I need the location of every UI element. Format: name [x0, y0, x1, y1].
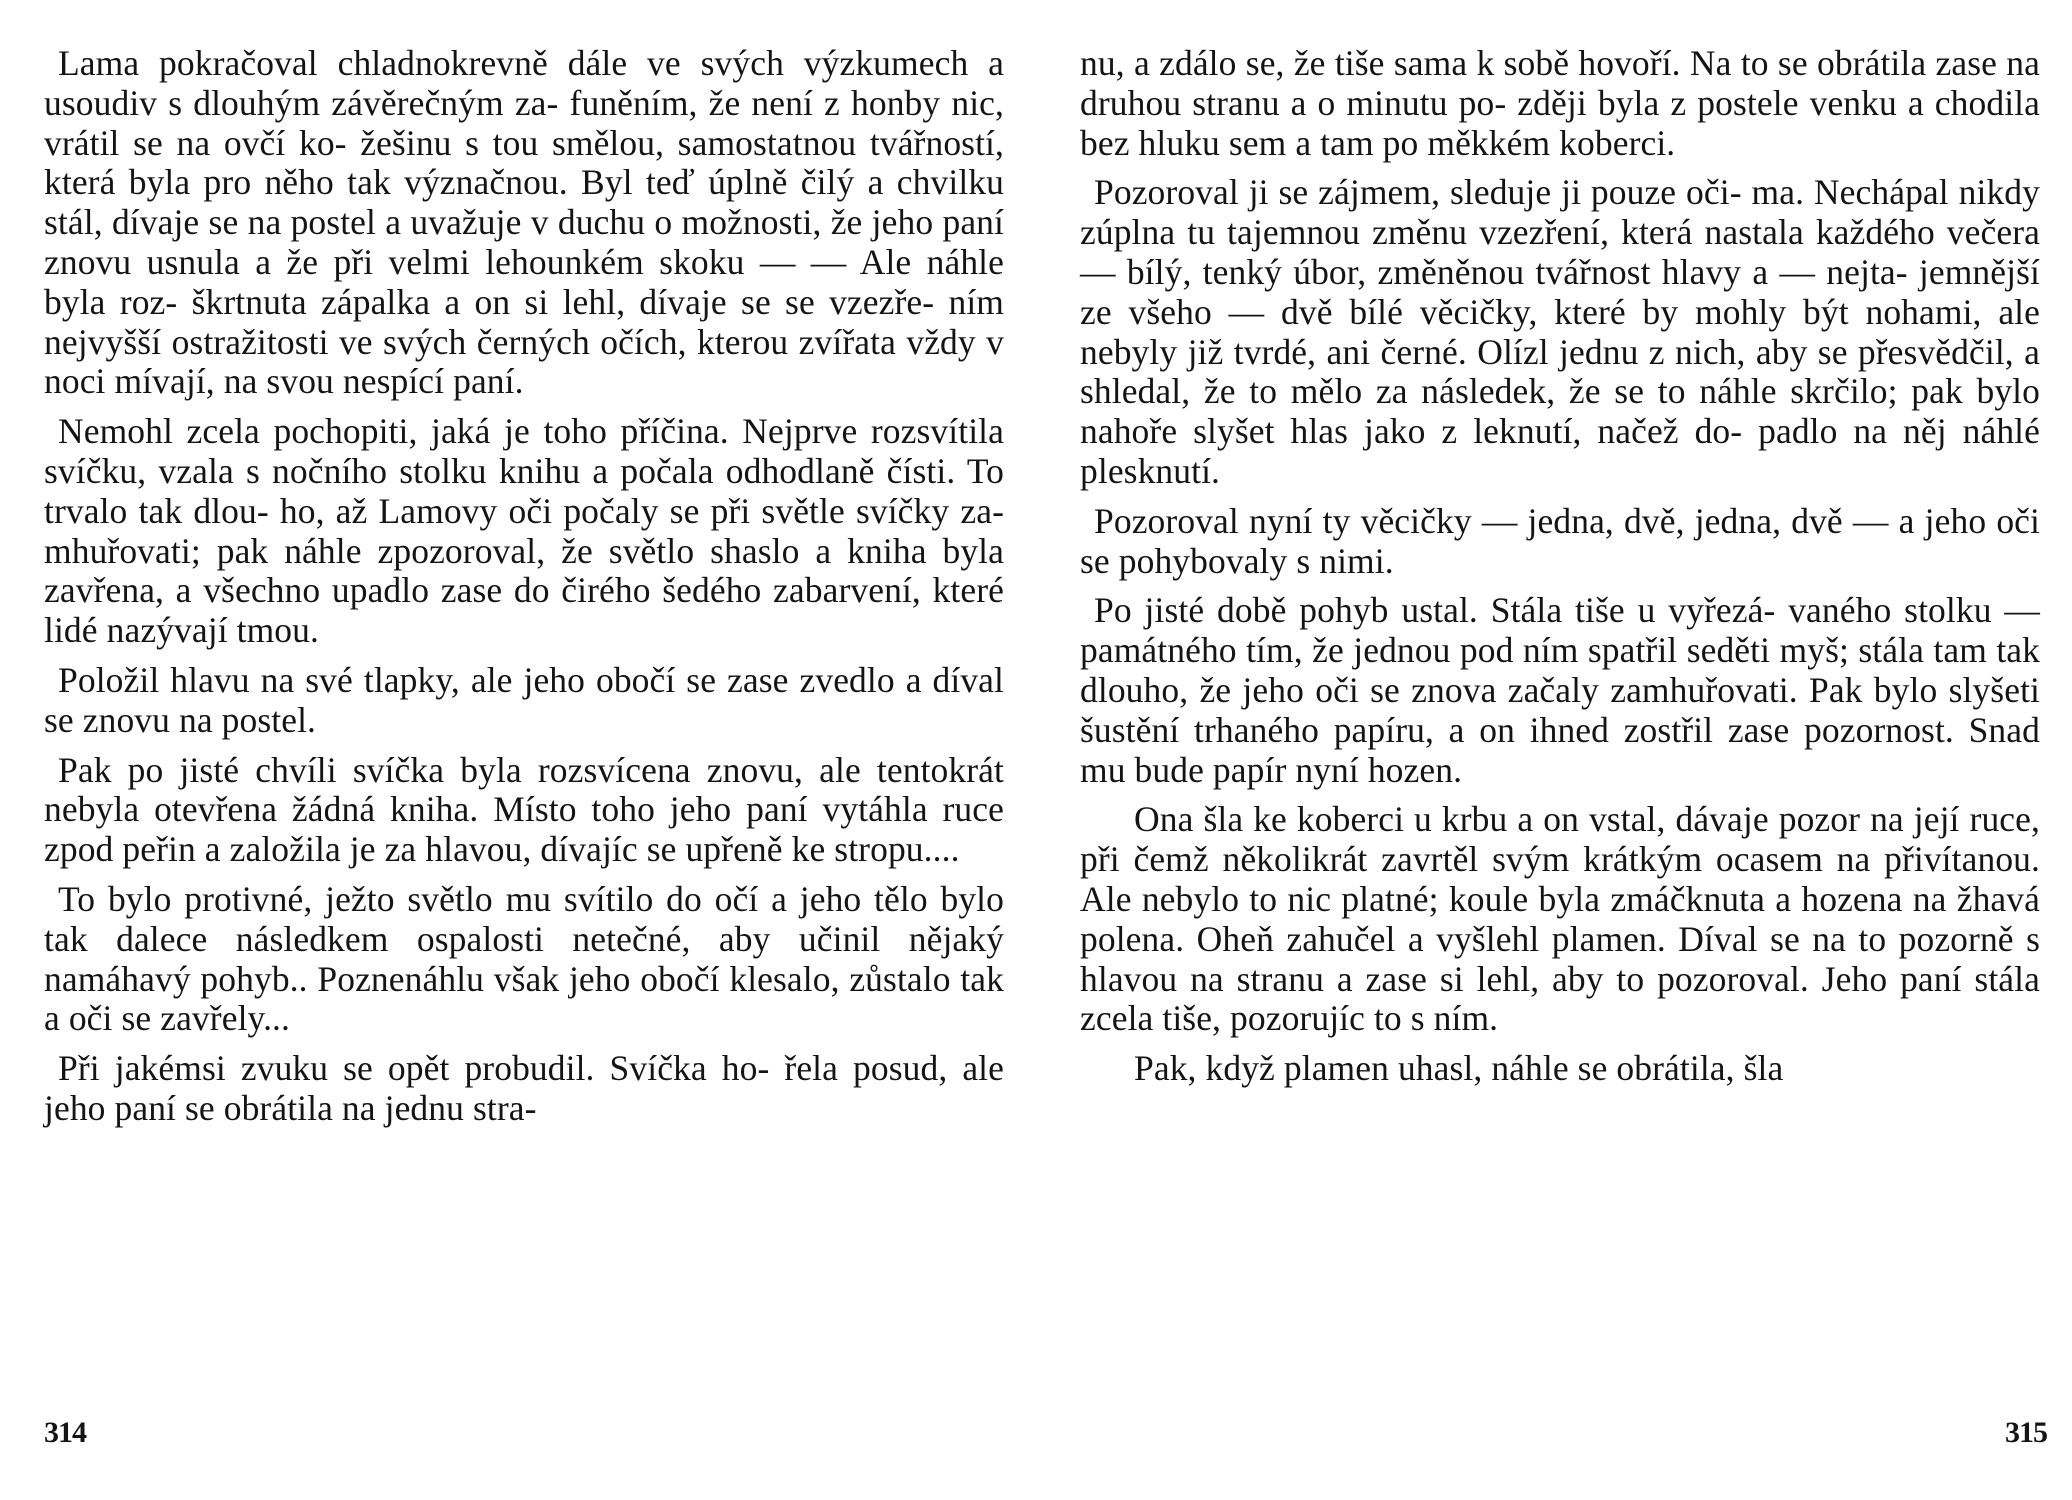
paragraph: Pak po jisté chvíli svíčka byla rozsvícena znovu, ale tentokrát nebyla otevřena žádná kniha. Místo toho jeho paní vytáhla ruce zpod peřin a založila je za hlavou, dívajíc se upřeně ke stropu.... — [44, 749, 1004, 870]
paragraph: Pozoroval nyní ty věcičky — jedna, dvě, jedna, dvě — a jeho oči se pohybovaly s nimi. — [1080, 500, 2040, 581]
left-page-text — [44, 44, 1004, 1139]
page-number: 315 — [2005, 1416, 2047, 1449]
paragraph: To bylo protivné, ježto světlo mu svítilo do očí a jeho tělo bylo tak dalece následkem ospalosti netečné, aby učinil nějaký namáhavý pohyb.. Poznenáhlu však jeho obočí klesalo, zůstalo tak a oči se zavřely... — [44, 878, 1004, 1039]
paragraph: Ona šla ke koberci u krbu a on vstal, dávaje pozor na její ruce, při čemž několikrát zavrtěl svým krátkým ocasem na přivítanou. Ale nebylo to nic platné; koule byla zmáčknuta a hozena na žhavá polena. Oheň zahučel a vyšlehl plamen. Díval se na to pozorně s hlavou na stranu a zase si lehl, aby to pozoroval. Jeho paní stála zcela tiše, pozorujíc to s ním. — [1080, 799, 2040, 1039]
paragraph: Lama pokračoval chladnokrevně dále ve svých výzkumech a usoudiv s dlouhým závěrečným za- funěním, že není z honby nic, vrátil se na ovčí ko- žešinu s tou smělou, samostatnou tvářností, která byla pro něho tak význačnou. Byl teď úplně čilý a chvilku stál, dívaje se na postel a uvažuje v duchu o možnosti, že jeho paní znovu usnula a že při velmi lehounkém skoku — — Ale náhle byla roz- škrtnuta zápalka a on si lehl, dívaje se se vzezře- ním nejvyšší ostražitosti ve svých černých očích, kterou zvířata vždy v noci mívají, na svou nespící paní. — [44, 43, 1004, 402]
paragraph: nu, a zdálo se, že tiše sama k sobě hovoří. Na to se obrátila zase na druhou stranu a o minutu po- zději byla z postele venku a chodila bez hluku sem a tam po měkkém koberci. — [1080, 43, 2040, 163]
paragraph: Při jakémsi zvuku se opět probudil. Svíčka ho- řela posud, ale jeho paní se obrátila na jednu stra- — [44, 1048, 1004, 1128]
paragraph: Pozoroval ji se zájmem, sleduje ji pouze oči- ma. Nechápal nikdy zúplna tu tajemnou změnu vzezření, která nastala každého večera — bílý, tenký úbor, změněnou tvářnost hlavy a — nejta- jemnější ze všeho — dvě bílé věcičky, které by mohly být nohami, ale nebyly již tvrdé, ani černé. Olízl jednu z nich, aby se přesvědčil, a shledal, že to mělo za následek, že se to náhle skrčilo; pak bylo nahoře slyšet hlas jako z leknutí, načež do- padlo na něj náhlé plesknutí. — [1080, 172, 2040, 491]
paragraph: Po jisté době pohyb ustal. Stála tiše u vyřezá- vaného stolku — památného tím, že jednou pod ním spatřil seděti myš; stála tam tak dlouho, že jeho oči se znova začaly zamhuřovati. Pak bylo slyšeti šustění trhaného papíru, a on ihned zostřil zase pozornost. Snad mu bude papír nyní hozen. — [1080, 590, 2040, 790]
right-page — [1080, 43, 2072, 1449]
paragraph: Nemohl zcela pochopiti, jaká je toho příčina. Nejprve rozsvítila svíčku, vzala s nočního stolku knihu a počala odhodlaně čísti. To trvalo tak dlou- ho, až Lamovy oči počaly se při světle svíčky za- mhuřovati; pak náhle zpozoroval, že světlo shaslo a kniha byla zavřena, a všechno upadlo zase do čirého šedého zabarvení, které lidé nazývají tmou. — [44, 411, 1004, 651]
paragraph: Položil hlavu na své tlapky, ale jeho obočí se zase zvedlo a díval se znovu na postel. — [44, 659, 1004, 740]
paragraph: Pak, když plamen uhasl, náhle se obrátila, šla — [1134, 1048, 1784, 1089]
page-number: 314 — [44, 1416, 86, 1449]
right-page-text — [1080, 44, 2040, 1099]
left-page — [44, 43, 1044, 1449]
